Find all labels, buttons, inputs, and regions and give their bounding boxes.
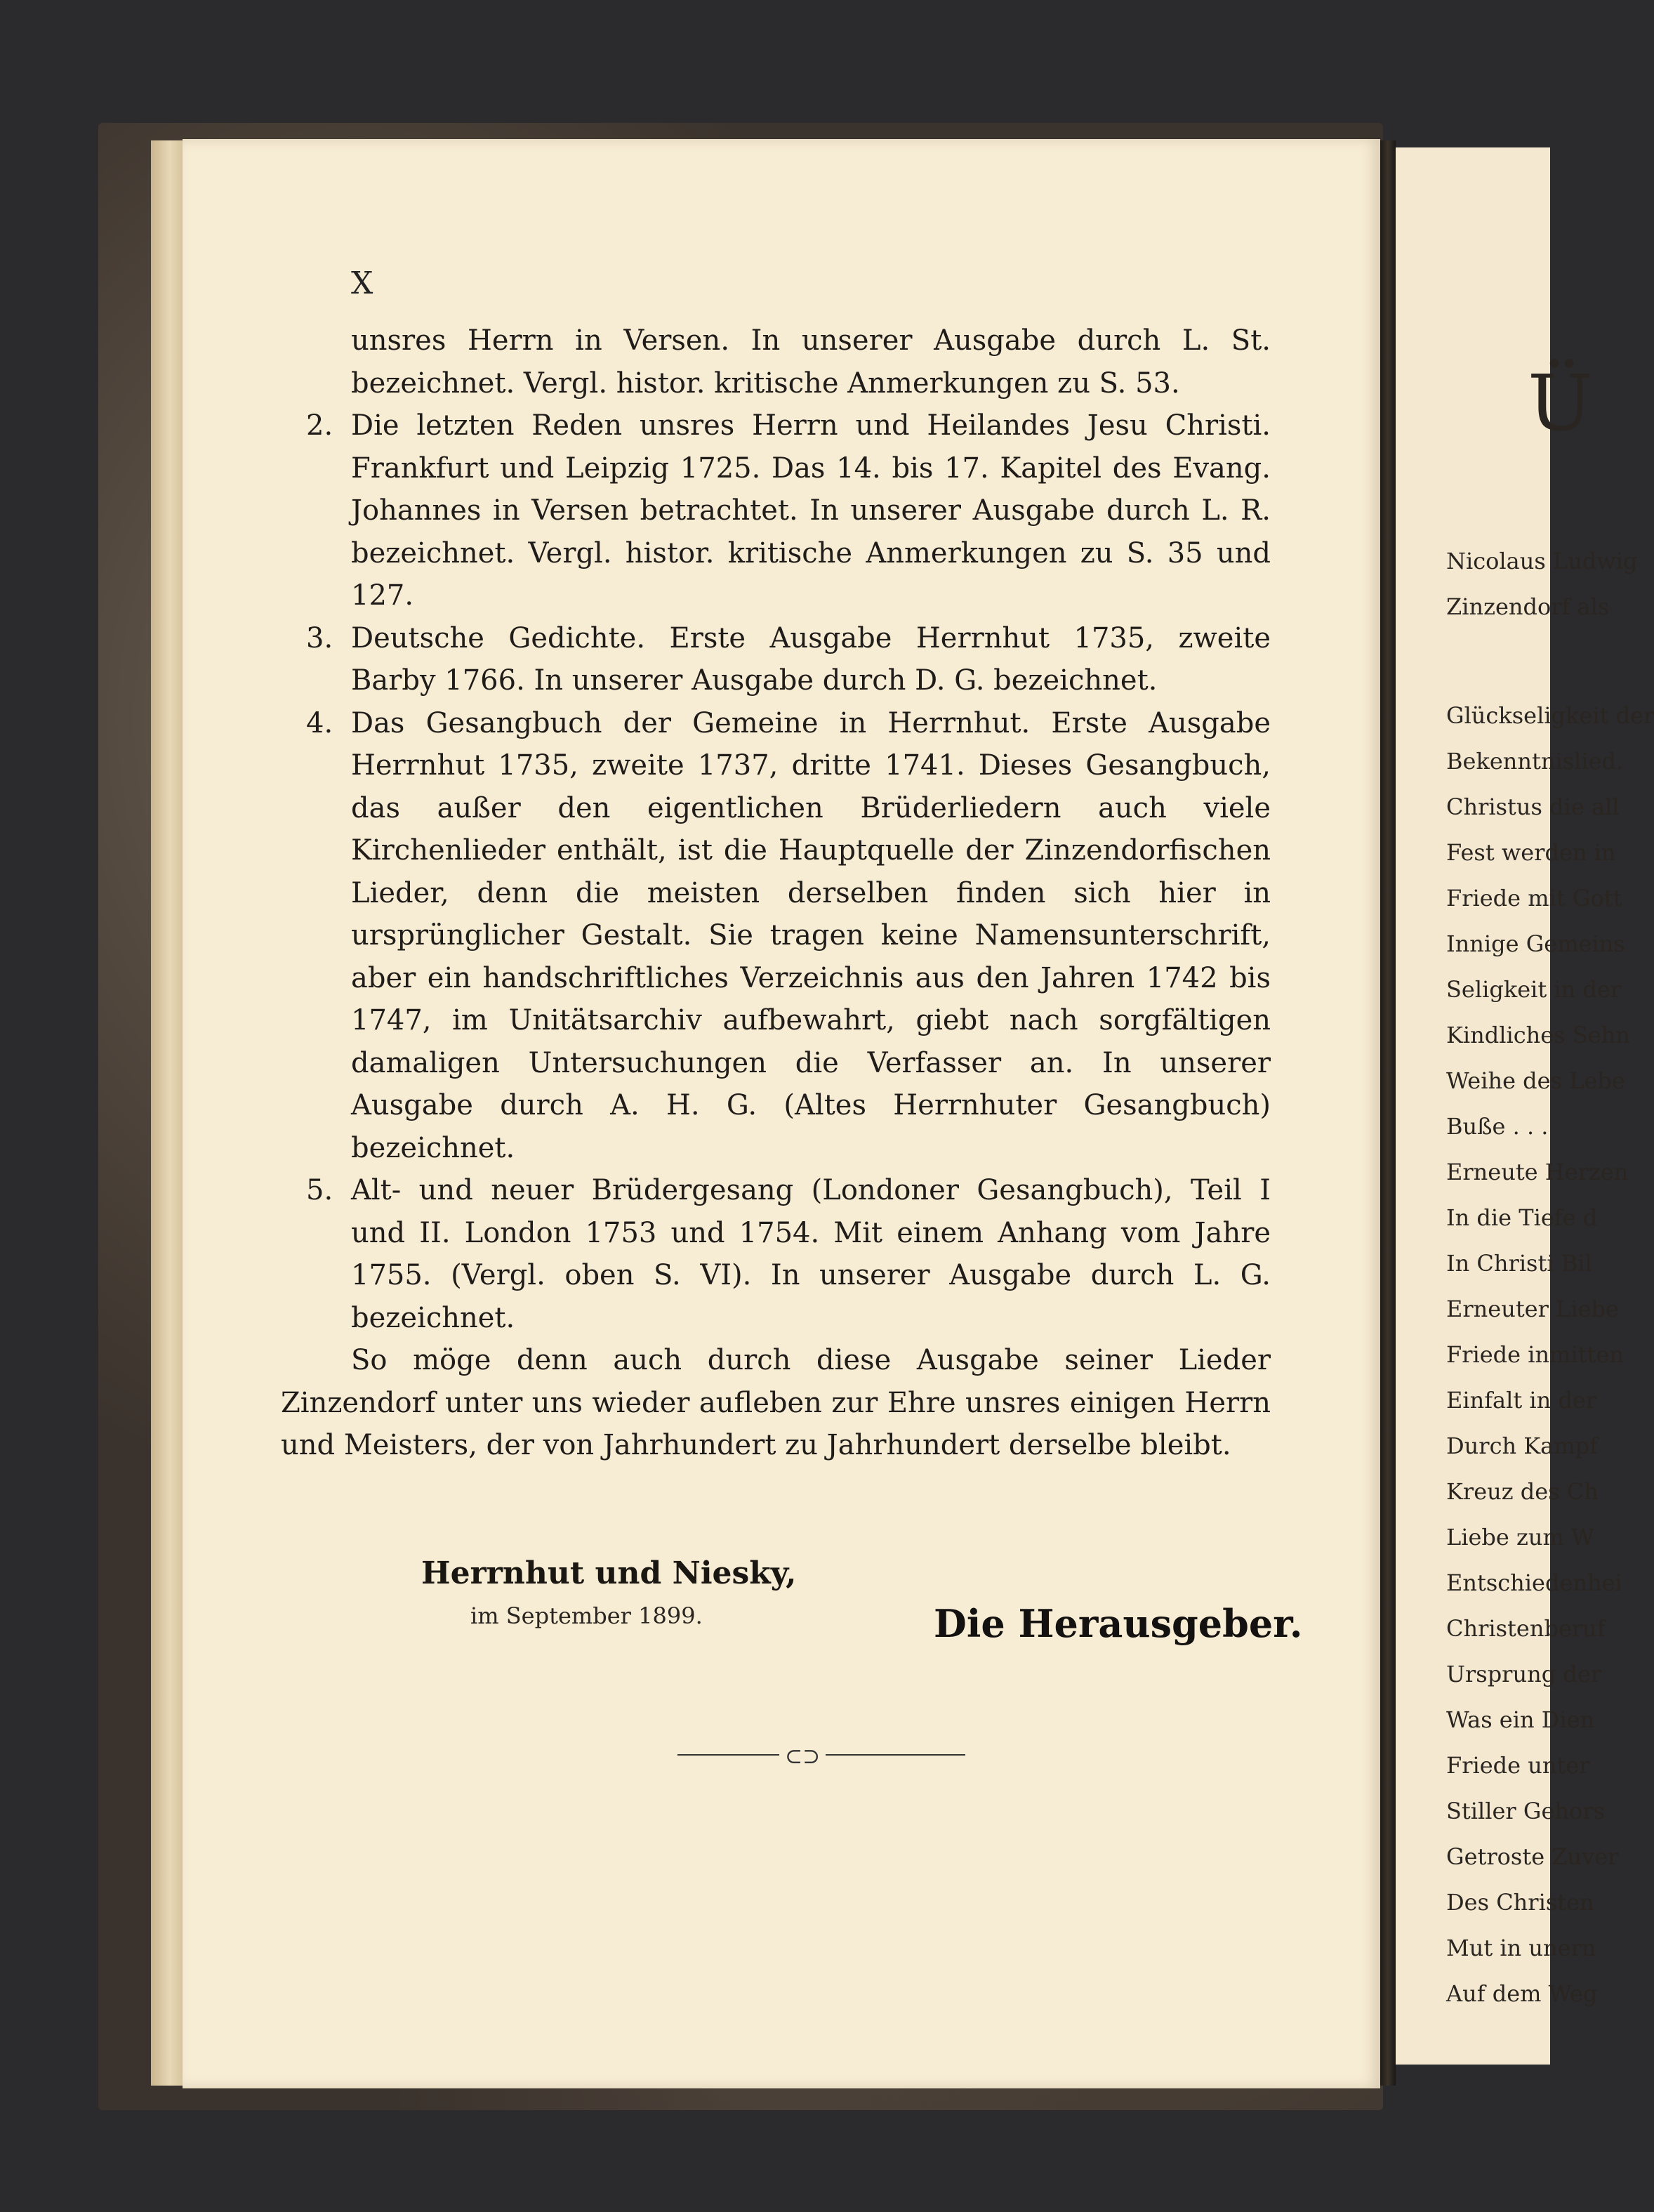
- ornament-icon: ⊂⊃: [779, 1744, 826, 1769]
- closing-paragraph: [281, 1339, 1271, 1467]
- toc-entry: Fest werden in: [1446, 839, 1616, 866]
- toc-entry: Seligkeit in der: [1446, 976, 1622, 1003]
- toc-entry: Liebe zum W: [1446, 1524, 1594, 1551]
- toc-entry: Was ein Dien: [1446, 1706, 1595, 1733]
- toc-entry: Christus die all: [1446, 794, 1620, 820]
- editors-signature: Die Herausgeber.: [934, 1601, 1303, 1646]
- toc-entry: Entschiedenhei: [1446, 1569, 1622, 1596]
- toc-entry: Bekenntnislied.: [1446, 748, 1624, 775]
- list-item: [306, 617, 1271, 702]
- toc-entry: Friede mit Gott: [1446, 885, 1622, 911]
- toc-entry: Kindliches Sehn: [1446, 1022, 1630, 1048]
- entry-text: Das Gesangbuch der Gemeine in Herrnhut. Erste Ausgabe Herrnhut 1735, zweite 1737, dritte 1741. Dieses Gesangbuch, das außer den eigentlichen Brüderliedern auch viele Kirchenlieder enthält, ist die Hauptquelle der Zinzendorfischen Lieder, denn die meisten derselben finden sich hier in ursprünglicher Gestalt. Sie tragen keine Namensunterschrift, aber ein handschriftliches Verzeichnis aus den Jahren 1742 bis 1747, im Unitätsarchiv aufbewahrt, giebt nach sorgfältigen damaligen Untersuchungen die Verfasser an. In unserer Ausgabe durch A. H. G. (Altes Herrnhuter Gesangbuch) bezeichnet.: [351, 706, 1271, 1164]
- toc-entry: Erneute Herzen: [1446, 1159, 1629, 1185]
- list-item: [306, 702, 1271, 1170]
- right-page: [1396, 147, 1654, 2065]
- signature-place: Herrnhut und Niesky,: [421, 1555, 797, 1591]
- body-text: [281, 320, 1271, 1467]
- list-item: [306, 1169, 1271, 1339]
- toc-entry: Kreuz des Ch: [1446, 1478, 1599, 1505]
- entry-number: 4.: [306, 706, 333, 739]
- entry-text: Alt- und neuer Brüdergesang (Londoner Gesangbuch), Teil I und II. London 1753 und 1754. Mit einem Anhang vom Jahre 1755. (Vergl. oben S. VI). In unserer Ausgabe durch L. G. bezeichnet.: [351, 1174, 1271, 1334]
- toc-entry: Friede unter: [1446, 1752, 1590, 1779]
- toc-entry: Einfalt in der: [1446, 1387, 1597, 1414]
- entry-number: 5.: [306, 1174, 333, 1206]
- page-number: X: [351, 265, 373, 301]
- toc-entry: In Christi Bil: [1446, 1250, 1592, 1277]
- right-page-heading: Ü: [1528, 358, 1593, 448]
- signature-date: im September 1899.: [470, 1602, 703, 1629]
- toc-entry: Des Christen: [1446, 1889, 1594, 1916]
- toc-entry: Getroste Zuver: [1446, 1843, 1619, 1870]
- entry-text: Die letzten Reden unsres Herrn und Heilandes Jesu Christi. Frankfurt und Leipzig 1725. Das 14. bis 17. Kapitel des Evang. Johannes in Versen betrachtet. In unserer Ausgabe durch L. R. bezeichnet. Vergl. histor. kritische Anmerkungen zu S. 35 und 127.: [351, 409, 1271, 612]
- entry-text: unsres Herrn in Versen. In unserer Ausgabe durch L. St. bezeichnet. Vergl. histor. kritische Anmerkungen zu S. 53.: [351, 324, 1271, 400]
- list-item: [306, 404, 1271, 617]
- toc-entry: Ursprung der: [1446, 1661, 1602, 1687]
- page-edge: [151, 140, 183, 2086]
- toc-entry: Durch Kampf: [1446, 1433, 1598, 1459]
- entry-text: Deutsche Gedichte. Erste Ausgabe Herrnhut 1735, zweite Barby 1766. In unserer Ausgabe durch D. G. bezeichnet.: [351, 621, 1271, 697]
- toc-entry: Mut in unern: [1446, 1935, 1596, 1961]
- toc-entry: Stiller Gehors: [1446, 1798, 1605, 1824]
- entry-number: 3.: [306, 621, 333, 654]
- toc-entry: Nicolaus Ludwig: [1446, 548, 1638, 574]
- toc-entry: Weihe des Lebe: [1446, 1067, 1625, 1094]
- toc-entry: Innige Gemeins: [1446, 930, 1625, 957]
- toc-entry: Christenberuf: [1446, 1615, 1606, 1642]
- toc-entry: Auf dem Weg: [1446, 1980, 1598, 2007]
- toc-entry: Glückseligkeit der: [1446, 702, 1654, 729]
- toc-entry: Erneuter Liebe: [1446, 1296, 1619, 1322]
- entry-number: 2.: [306, 409, 333, 442]
- toc-entry: Zinzendorf als: [1446, 593, 1610, 620]
- toc-entry: Friede inmitten: [1446, 1341, 1624, 1368]
- toc-entry: Buße . . .: [1446, 1113, 1549, 1140]
- toc-entry: In die Tiefe d: [1446, 1204, 1598, 1231]
- closing-text: So möge denn auch durch diese Ausgabe seiner Lieder Zinzendorf unter uns wieder aufleben zur Ehre unsres einigen Herrn und Meisters, der von Jahrhundert zu Jahrhundert derselbe bleibt.: [281, 1344, 1271, 1461]
- entry-continuation: [351, 320, 1271, 404]
- book-gutter: [1380, 140, 1396, 2086]
